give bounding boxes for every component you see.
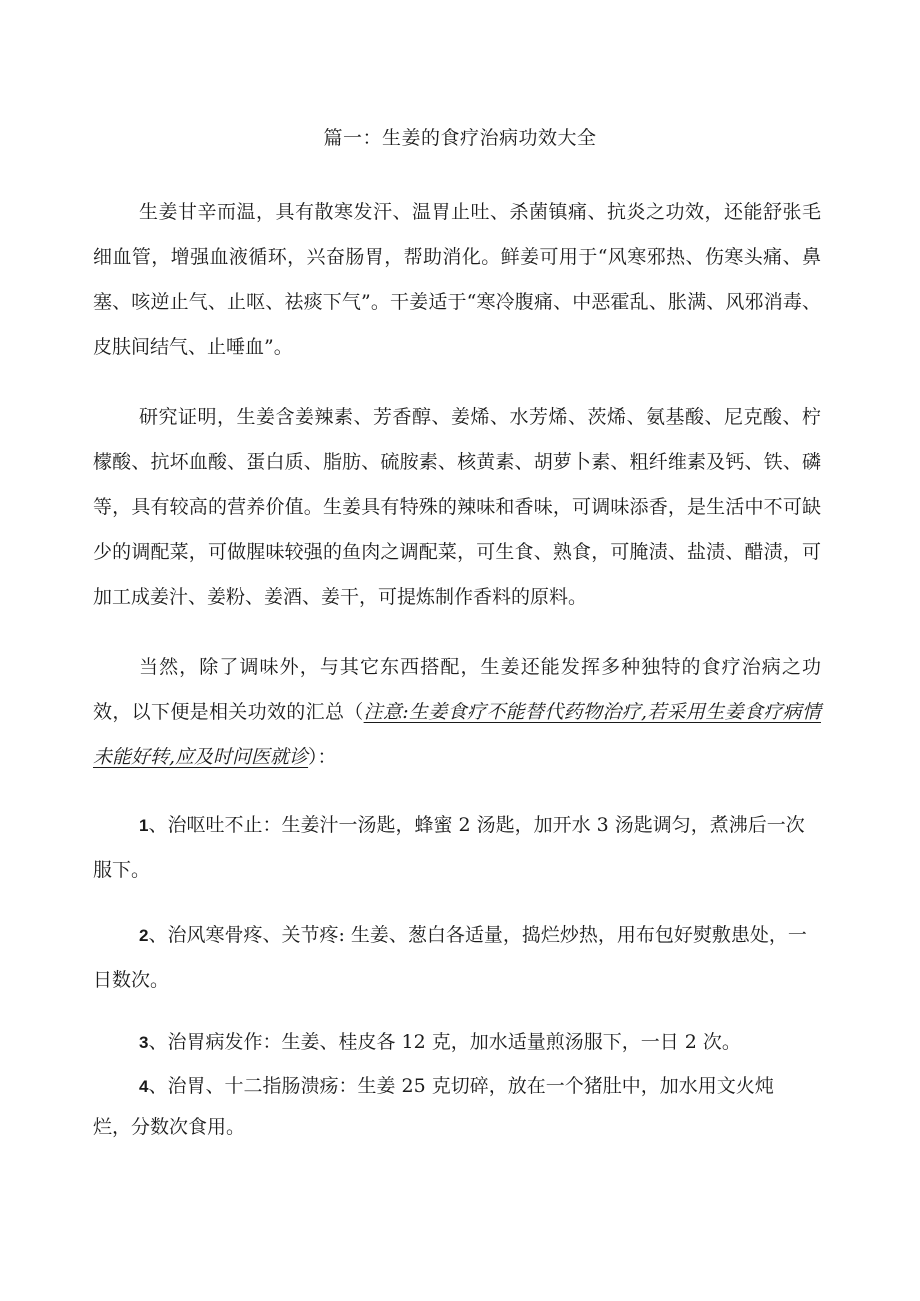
- item-text: 、治胃病发作：生姜、桂皮各 12 克，加水适量煎汤服下，一日 2 次。: [148, 1031, 741, 1053]
- page-title: 篇一：生姜的食疗治病功效大全: [323, 127, 597, 149]
- paragraph-research: 研究证明，生姜含姜辣素、芳香醇、姜烯、水芳烯、茨烯、氨基酸、尼克酸、柠檬酸、抗坏血酸、蛋白质、脂肪、硫胺素、核黄素、胡萝卜素、粗纤维素及钙、铁、磷等，具有较高的营养价值。生姜具有特殊的辣味和香味，可调味添香，是生活中不可缺少的调配菜，可做腥味较强的鱼肉之调配菜，可生食、熟食，可腌渍、盐渍、醋渍，可加工成姜汁、姜粉、姜酒、姜干，可提炼制作香料的原料。: [93, 406, 821, 608]
- remedy-item: [93, 803, 821, 893]
- item-number: 2: [139, 926, 149, 945]
- remedy-item: [93, 1066, 793, 1147]
- caution-note: 注意:生姜食疗不能替代药物治疗,若采用生姜食疗病情未能好转,应及时问医就诊: [93, 701, 821, 768]
- item-text: 、治呕吐不止：生姜汁一汤匙，蜂蜜 2 汤匙，加开水 3 汤匙调匀，煮沸后一次服下。: [93, 814, 805, 881]
- remedy-item: [93, 913, 821, 1003]
- paragraph-summary: [93, 645, 821, 780]
- item-number: 3: [139, 1033, 149, 1052]
- summary-closing: ）：: [308, 746, 337, 768]
- item-number: 1: [139, 816, 149, 835]
- paragraph-intro: 生姜甘辛而温，具有散寒发汗、温胃止吐、杀菌镇痛、抗炎之功效，还能舒张毛细血管，增强血液循环，兴奋肠胃，帮助消化。鲜姜可用于“风寒邪热、伤寒头痛、鼻塞、咳逆止气、止呕、祛痰下气”。干姜适于“寒冷腹痛、中恶霍乱、胀满、风邪消毒、皮肤间结气、止唾血”。: [93, 201, 821, 358]
- remedy-item: [93, 1020, 821, 1065]
- item-text: 、治风寒骨疼、关节疼: 生姜、葱白各适量，捣烂炒热，用布包好熨敷患处，一日数次。: [93, 924, 807, 991]
- item-text: 、治胃、十二指肠溃疡：生姜 25 克切碎，放在一个猪肚中，加水用文火炖烂，分数次食用。: [93, 1075, 774, 1138]
- summary-text: 当然，除了调味外，与其它东西搭配，生姜还能发挥多种独特的食疗治病之功效，以下便是相关功效的汇总（: [93, 656, 821, 723]
- item-number: 4: [139, 1077, 149, 1096]
